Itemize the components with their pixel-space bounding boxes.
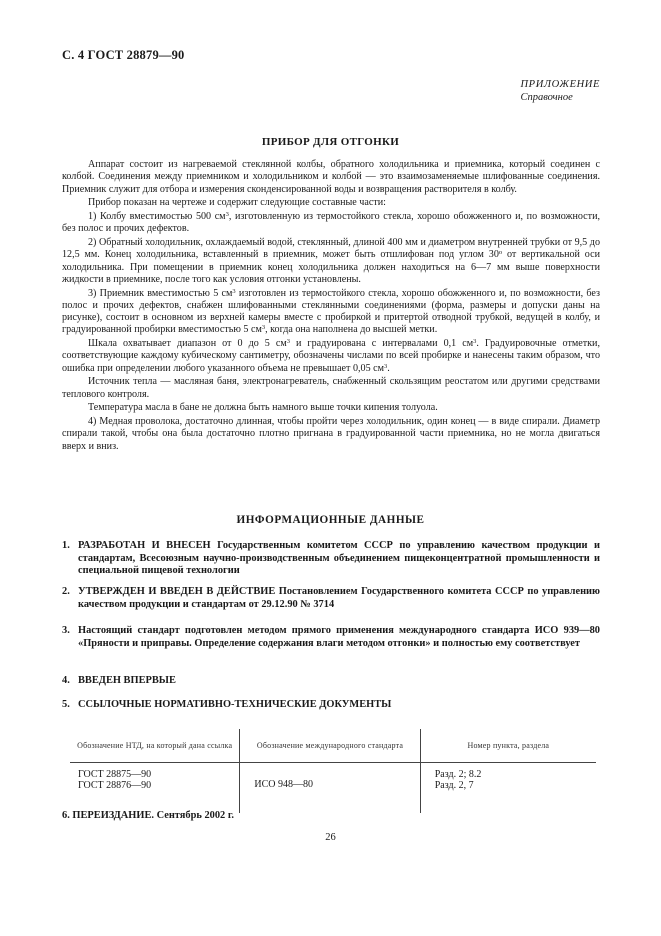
paragraph: 1) Колбу вместимостью 500 $см^3$, изготовленную из термостойкого стекла, хорошо обожженного и, по возможности, без полос и прочих дефектов. [62,211,600,235]
page-number: 26 [325,832,336,843]
page-header: С. 4 ГОСТ 28879—90 [62,48,185,62]
paragraph: 3) Приемник вместимостью 5 $см^3$ изготовлен из термостойкого стекла, хорошо обожженного и, по возможности, без полос и прочих дефектов, снабжен шлифованными стеклянными соединениями (форма, размеры и допуски даны на рисунке), состоит в основном из верхней камеры вместе с пробиркой и притертой отводной трубкой, ведущей в колбу, и градуированной пробирки вместимостью 5 $см^3$, когда она наполнена до высшей метки. [62,287,600,336]
appendix-label [521,78,601,104]
table-header-cell: Обозначение НТД, на который дана ссылка [70,729,240,763]
info-item: 2. УТВЕРЖДЕН И ВВЕДЕН В ДЕЙСТВИЕ Постановлением Государственного комитета СССР по управлению качеством продукции и стандартам от 29.12.90 № 3714 [62,586,600,610]
paragraph: Температура масла в бане не должна быть намного выше точки кипения толуола. [88,402,438,414]
table-cell: ГОСТ 28875—90 ГОСТ 28876—90 [78,769,152,791]
table-cell: ИСО 948—80 [240,763,420,814]
paragraph: 4) Медная проволока, достаточно длинная, чтобы пройти через холодильник, один конец — в виде спирали. Диаметр спирали такой, чтобы она была достаточно плотно пригнана в градуированной части приемника, но не могла двигаться вверх и вниз. [62,416,600,452]
section-body [62,159,600,453]
paragraph: Аппарат состоит из нагреваемой стеклянной колбы, обратного холодильника и приемника, который соединен с колбой. Соединения между приемником и холодильником и колбой — это взаимозаменяемые шлифованные соединения. Приемник служит для отбора и измерения сконденсированной воды и возвращения растворителя в колбу. [62,159,600,195]
appendix-note: Справочное [520,92,573,103]
references-table [70,729,596,813]
table-row [70,763,596,814]
info-item: 6. ПЕРЕИЗДАНИЕ. Сентябрь 2002 г. [62,810,234,821]
paragraph: Шкала охватывает диапазон от 0 до 5 $см^3$ и градуирована с интервалами 0,1 $см^3$. Градуировочные отметки, соответствующие каждому кубическому сантиметру, обозначены числами по всей пробирке и нанесены таким образом, что ошибка при определении любого указанного объема не превышает 0,05 $см^3$. [62,338,600,374]
paragraph: Прибор показан на чертеже и содержит следующие составные части: [88,197,386,209]
table-header-cell: Обозначение международного стандарта [240,729,420,763]
table-header-row [70,729,596,763]
info-item: 5. ССЫЛОЧНЫЕ НОРМАТИВНО-ТЕХНИЧЕСКИЕ ДОКУМЕНТЫ [62,699,392,710]
table-header-cell: Номер пункта, раздела [420,729,596,763]
table-cell: Разд. 2; 8.2 Разд. 2, 7 [420,763,596,814]
section-title: ПРИБОР ДЛЯ ОТГОНКИ [261,136,400,148]
info-item: 3. Настоящий стандарт подготовлен методом прямого применения международного стандарта ИСО 939—80 «Пряности и приправы. Определение содержания влаги методом отгонки» и полностью ему соответствует [62,625,600,649]
info-item: 1. РАЗРАБОТАН И ВНЕСЕН Государственным комитетом СССР по управлению качеством продукции и стандартам, Всесоюзным научно-производственным объединением пищеконцентратной промышленности и специальной пищевой технологии [62,540,600,577]
paragraph: 2) Обратный холодильник, охлаждаемый водой, стеклянный, длиной 400 мм и диаметром внутренней трубки от 9,5 до 12,5 мм. Конец холодильника, вставленный в приемник, может быть отшлифован под углом $30^о$ от вертикальной оси холодильника. При помещении в приемник конец холодильника должен находиться на 6—7 мм выше поверхности жидкости в приемнике, после того как условия отгонки установлены. [62,237,600,285]
paragraph: Источник тепла — масляная баня, электронагреватель, снабженный скользящим реостатом или другими средствами теплового контроля. [62,376,600,400]
appendix-title: ПРИЛОЖЕНИЕ [520,79,600,90]
info-item: 4. ВВЕДЕН ВПЕРВЫЕ [62,675,176,686]
info-title: ИНФОРМАЦИОННЫЕ ДАННЫЕ [236,514,425,526]
